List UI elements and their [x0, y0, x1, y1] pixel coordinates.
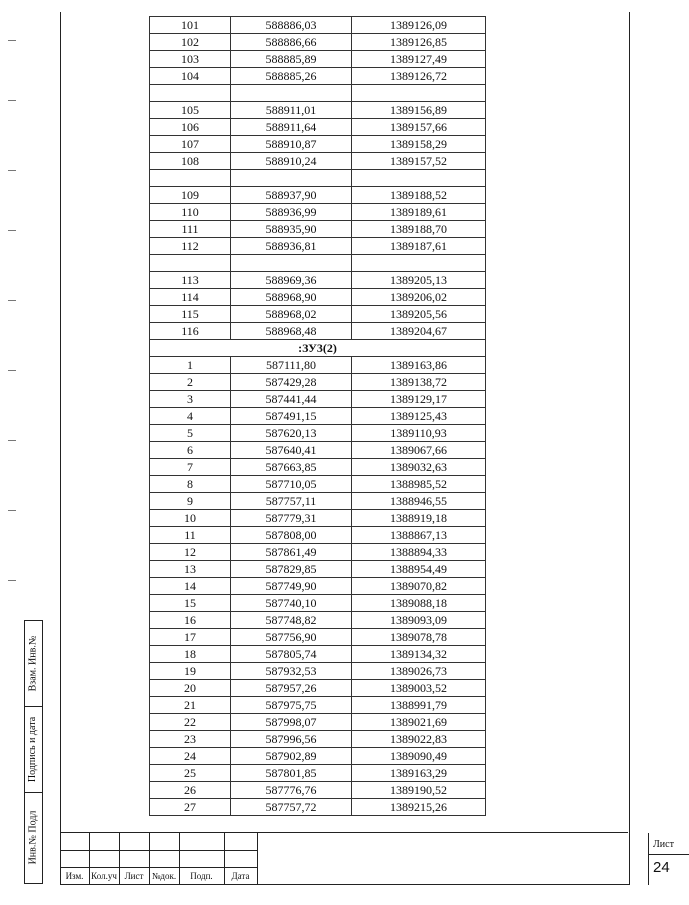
point-number: 19	[150, 663, 231, 680]
point-number: 1	[150, 357, 231, 374]
x-coordinate: 587779,31	[231, 510, 352, 527]
y-coordinate: 1389189,61	[352, 204, 486, 221]
point-number: 102	[150, 34, 231, 51]
x-coordinate: 588886,03	[231, 17, 352, 34]
point-number: 114	[150, 289, 231, 306]
x-coordinate: 587776,76	[231, 782, 352, 799]
stamp-col-list: Лист	[124, 871, 144, 881]
table-row	[150, 646, 486, 663]
x-coordinate: 587975,75	[231, 697, 352, 714]
table-row	[150, 782, 486, 799]
table-row	[150, 731, 486, 748]
table-row	[150, 476, 486, 493]
point-number: 25	[150, 765, 231, 782]
point-number: 26	[150, 782, 231, 799]
y-coordinate: 1389125,43	[352, 408, 486, 425]
table-row	[150, 323, 486, 340]
table-row	[150, 697, 486, 714]
table-row	[150, 680, 486, 697]
y-coordinate: 1389215,26	[352, 799, 486, 816]
y-coordinate: 1389157,66	[352, 119, 486, 136]
y-coordinate: 1389126,09	[352, 17, 486, 34]
x-coordinate: 588936,81	[231, 238, 352, 255]
point-number: 24	[150, 748, 231, 765]
point-number: 5	[150, 425, 231, 442]
y-coordinate: 1389190,52	[352, 782, 486, 799]
table-row	[150, 459, 486, 476]
x-coordinate: 588968,48	[231, 323, 352, 340]
table-row	[150, 17, 486, 34]
stamp-col-kol: Кол.уч	[91, 871, 117, 881]
x-coordinate: 587748,82	[231, 612, 352, 629]
y-coordinate: 1389088,18	[352, 595, 486, 612]
table-row	[150, 238, 486, 255]
y-coordinate: 1389032,63	[352, 459, 486, 476]
table-row	[150, 510, 486, 527]
x-coordinate: 587996,56	[231, 731, 352, 748]
point-number: 11	[150, 527, 231, 544]
point-number: 17	[150, 629, 231, 646]
spacer-row	[150, 170, 486, 187]
x-coordinate: 588886,66	[231, 34, 352, 51]
spacer-row	[150, 85, 486, 102]
table-row	[150, 714, 486, 731]
table-row	[150, 136, 486, 153]
table-row	[150, 34, 486, 51]
point-number: 6	[150, 442, 231, 459]
table-row	[150, 119, 486, 136]
x-coordinate: 588911,01	[231, 102, 352, 119]
point-number: 2	[150, 374, 231, 391]
title-block	[60, 832, 674, 885]
x-coordinate: 588911,64	[231, 119, 352, 136]
x-coordinate: 588885,89	[231, 51, 352, 68]
stamp-col-podp: Подп.	[190, 871, 213, 881]
point-number: 106	[150, 119, 231, 136]
y-coordinate: 1389157,52	[352, 153, 486, 170]
x-coordinate: 587429,28	[231, 374, 352, 391]
x-coordinate: 587749,90	[231, 578, 352, 595]
point-number: 13	[150, 561, 231, 578]
table-row	[150, 544, 486, 561]
point-number: 7	[150, 459, 231, 476]
x-coordinate: 588885,26	[231, 68, 352, 85]
point-number: 110	[150, 204, 231, 221]
x-coordinate: 587801,85	[231, 765, 352, 782]
table-row	[150, 493, 486, 510]
y-coordinate: 1389163,86	[352, 357, 486, 374]
y-coordinate: 1389093,09	[352, 612, 486, 629]
x-coordinate: 587932,53	[231, 663, 352, 680]
table-row	[150, 765, 486, 782]
x-coordinate: 587441,44	[231, 391, 352, 408]
sheet-number: 24	[653, 859, 670, 876]
x-coordinate: 587740,10	[231, 595, 352, 612]
point-number: 22	[150, 714, 231, 731]
point-number: 104	[150, 68, 231, 85]
y-coordinate: 1388946,55	[352, 493, 486, 510]
vzam-inv-label: Взам. Инв.№	[27, 635, 39, 691]
table-row	[150, 153, 486, 170]
point-number: 23	[150, 731, 231, 748]
y-coordinate: 1389206,02	[352, 289, 486, 306]
y-coordinate: 1389070,82	[352, 578, 486, 595]
y-coordinate: 1389188,52	[352, 187, 486, 204]
x-coordinate: 588969,36	[231, 272, 352, 289]
x-coordinate: 587957,26	[231, 680, 352, 697]
y-coordinate: 1389188,70	[352, 221, 486, 238]
y-coordinate: 1388991,79	[352, 697, 486, 714]
table-row	[150, 187, 486, 204]
y-coordinate: 1389129,17	[352, 391, 486, 408]
section-row	[150, 340, 486, 357]
x-coordinate: 588937,90	[231, 187, 352, 204]
y-coordinate: 1389126,72	[352, 68, 486, 85]
y-coordinate: 1388867,13	[352, 527, 486, 544]
y-coordinate: 1389022,83	[352, 731, 486, 748]
section-title: :ЗУ3(2)	[150, 340, 486, 357]
table-row	[150, 204, 486, 221]
x-coordinate: 587620,13	[231, 425, 352, 442]
y-coordinate: 1389205,56	[352, 306, 486, 323]
table-row	[150, 51, 486, 68]
table-row	[150, 748, 486, 765]
x-coordinate: 587998,07	[231, 714, 352, 731]
sheet-label: Лист	[653, 839, 674, 850]
x-coordinate: 588968,90	[231, 289, 352, 306]
table-row	[150, 612, 486, 629]
point-number: 12	[150, 544, 231, 561]
y-coordinate: 1389090,49	[352, 748, 486, 765]
y-coordinate: 1389021,69	[352, 714, 486, 731]
x-coordinate: 587757,11	[231, 493, 352, 510]
x-coordinate: 587491,15	[231, 408, 352, 425]
x-coordinate: 587861,49	[231, 544, 352, 561]
y-coordinate: 1389067,66	[352, 442, 486, 459]
point-number: 4	[150, 408, 231, 425]
coordinates-table	[149, 16, 486, 816]
point-number: 111	[150, 221, 231, 238]
point-number: 113	[150, 272, 231, 289]
y-coordinate: 1389156,89	[352, 102, 486, 119]
table-row	[150, 391, 486, 408]
point-number: 21	[150, 697, 231, 714]
y-coordinate: 1389138,72	[352, 374, 486, 391]
title-block-main	[257, 833, 648, 885]
table-row	[150, 221, 486, 238]
point-number: 8	[150, 476, 231, 493]
y-coordinate: 1389205,13	[352, 272, 486, 289]
y-coordinate: 1389134,32	[352, 646, 486, 663]
binding-margin	[8, 40, 10, 600]
point-number: 20	[150, 680, 231, 697]
point-number: 112	[150, 238, 231, 255]
x-coordinate: 588935,90	[231, 221, 352, 238]
x-coordinate: 588910,87	[231, 136, 352, 153]
table-row	[150, 442, 486, 459]
inv-podl-label: Инв.№ Подл	[27, 810, 39, 865]
x-coordinate: 588968,02	[231, 306, 352, 323]
table-row	[150, 289, 486, 306]
point-number: 109	[150, 187, 231, 204]
x-coordinate: 587902,89	[231, 748, 352, 765]
y-coordinate: 1389003,52	[352, 680, 486, 697]
point-number: 3	[150, 391, 231, 408]
table-row	[150, 374, 486, 391]
y-coordinate: 1388894,33	[352, 544, 486, 561]
point-number: 105	[150, 102, 231, 119]
point-number: 15	[150, 595, 231, 612]
table-row	[150, 663, 486, 680]
stamp-col-ndok: №док.	[151, 871, 177, 881]
point-number: 18	[150, 646, 231, 663]
y-coordinate: 1389127,49	[352, 51, 486, 68]
point-number: 14	[150, 578, 231, 595]
table-row	[150, 578, 486, 595]
y-coordinate: 1389204,67	[352, 323, 486, 340]
x-coordinate: 588936,99	[231, 204, 352, 221]
point-number: 108	[150, 153, 231, 170]
table-row	[150, 561, 486, 578]
point-number: 107	[150, 136, 231, 153]
y-coordinate: 1388954,49	[352, 561, 486, 578]
x-coordinate: 587111,80	[231, 357, 352, 374]
x-coordinate: 587805,74	[231, 646, 352, 663]
point-number: 10	[150, 510, 231, 527]
point-number: 9	[150, 493, 231, 510]
table-row	[150, 408, 486, 425]
stamp-col-izm: Изм.	[65, 871, 84, 881]
stamp-col-data: Дата	[231, 871, 250, 881]
point-number: 115	[150, 306, 231, 323]
table-row	[150, 629, 486, 646]
x-coordinate: 587710,05	[231, 476, 352, 493]
x-coordinate: 587640,41	[231, 442, 352, 459]
x-coordinate: 587829,85	[231, 561, 352, 578]
y-coordinate: 1389078,78	[352, 629, 486, 646]
table-row	[150, 68, 486, 85]
y-coordinate: 1388919,18	[352, 510, 486, 527]
table-row	[150, 527, 486, 544]
sheet-box	[648, 833, 689, 885]
left-stamp-strip	[24, 620, 60, 884]
point-number: 27	[150, 799, 231, 816]
table-row	[150, 799, 486, 816]
y-coordinate: 1389126,85	[352, 34, 486, 51]
y-coordinate: 1389163,29	[352, 765, 486, 782]
point-number: 103	[150, 51, 231, 68]
podpis-data-label: Подпись и дата	[27, 716, 39, 782]
y-coordinate: 1389026,73	[352, 663, 486, 680]
point-number: 116	[150, 323, 231, 340]
y-coordinate: 1388985,52	[352, 476, 486, 493]
x-coordinate: 587663,85	[231, 459, 352, 476]
table-row	[150, 272, 486, 289]
y-coordinate: 1389187,61	[352, 238, 486, 255]
table-row	[150, 306, 486, 323]
spacer-row	[150, 255, 486, 272]
y-coordinate: 1389110,93	[352, 425, 486, 442]
x-coordinate: 587757,72	[231, 799, 352, 816]
table-row	[150, 102, 486, 119]
x-coordinate: 587756,90	[231, 629, 352, 646]
y-coordinate: 1389158,29	[352, 136, 486, 153]
table-row	[150, 425, 486, 442]
x-coordinate: 587808,00	[231, 527, 352, 544]
table-row	[150, 357, 486, 374]
table-row	[150, 595, 486, 612]
point-number: 101	[150, 17, 231, 34]
x-coordinate: 588910,24	[231, 153, 352, 170]
point-number: 16	[150, 612, 231, 629]
